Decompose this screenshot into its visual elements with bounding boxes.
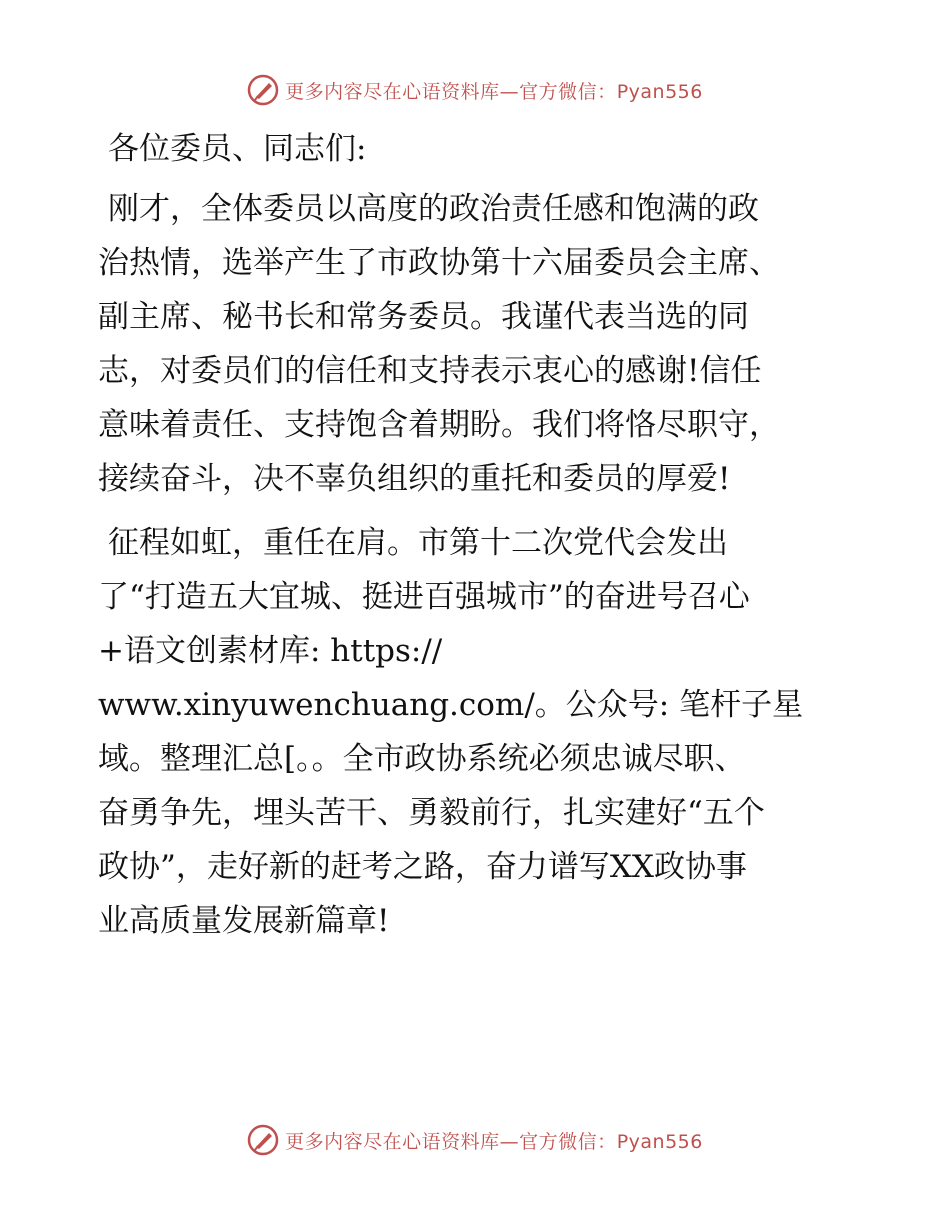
footer-brand-text: 更多内容尽在心语资料库 [285, 1130, 500, 1153]
footer-wechat-label: 官方微信： [519, 1130, 617, 1153]
greeting: 各位委员、同志们: [108, 131, 367, 167]
paragraph-line: 了“打造五大宜城、挺进百强城市”的奋进号召心 [98, 579, 750, 615]
header-banner-text [285, 77, 703, 104]
paragraph-line: 政协”，走好新的赶考之路，奋力谱写XX政协事 [98, 849, 747, 885]
quill-pen-logo-icon [247, 74, 279, 106]
header-brand-text: 更多内容尽在心语资料库 [285, 80, 500, 103]
paragraph-line: 接续奋斗，决不辜负组织的重托和委员的厚爱! [98, 461, 731, 497]
footer-separator: — [499, 1130, 520, 1153]
paragraph-line: 志，对委员们的信任和支持表示衷心的感谢!信任 [98, 353, 762, 389]
footer-banner [0, 1120, 950, 1160]
paragraph-line: 治热情，选举产生了市政协第十六届委员会主席、 [98, 245, 780, 281]
paragraph-line: 域。整理汇总[。。全市政协系统必须忠诚尽职、 [98, 741, 746, 777]
paragraph-line: +语文创素材库: https:// [98, 633, 443, 669]
paragraph-2 [98, 516, 858, 948]
paragraph-line: 奋勇争先，埋头苦干、勇毅前行，扎实建好“五个 [98, 795, 765, 831]
paragraph-line: 业高质量发展新篇章! [98, 903, 390, 939]
header-banner [0, 70, 950, 110]
header-wechat-id: Pyan556 [616, 80, 703, 103]
paragraph-line: 副主席、秘书长和常务委员。我谨代表当选的同 [98, 299, 749, 335]
paragraph-line: www.xinyuwenchuang.com/。公众号: 笔杆子星 [98, 687, 804, 723]
paragraph-gap [98, 506, 858, 516]
paragraph-line: 刚才，全体委员以高度的政治责任感和饱满的政 [108, 191, 759, 227]
paragraph-1 [98, 182, 858, 506]
document-body [98, 122, 858, 948]
footer-wechat-id: Pyan556 [616, 1130, 703, 1153]
header-wechat-label: 官方微信： [519, 80, 617, 103]
header-separator: — [499, 80, 520, 103]
paragraph-line: 征程如虹，重任在肩。市第十二次党代会发出 [108, 525, 728, 561]
paragraph-line: 意味着责任、支持饱含着期盼。我们将恪尽职守， [98, 407, 780, 443]
footer-banner-text [285, 1127, 703, 1154]
quill-pen-logo-icon [247, 1124, 279, 1156]
